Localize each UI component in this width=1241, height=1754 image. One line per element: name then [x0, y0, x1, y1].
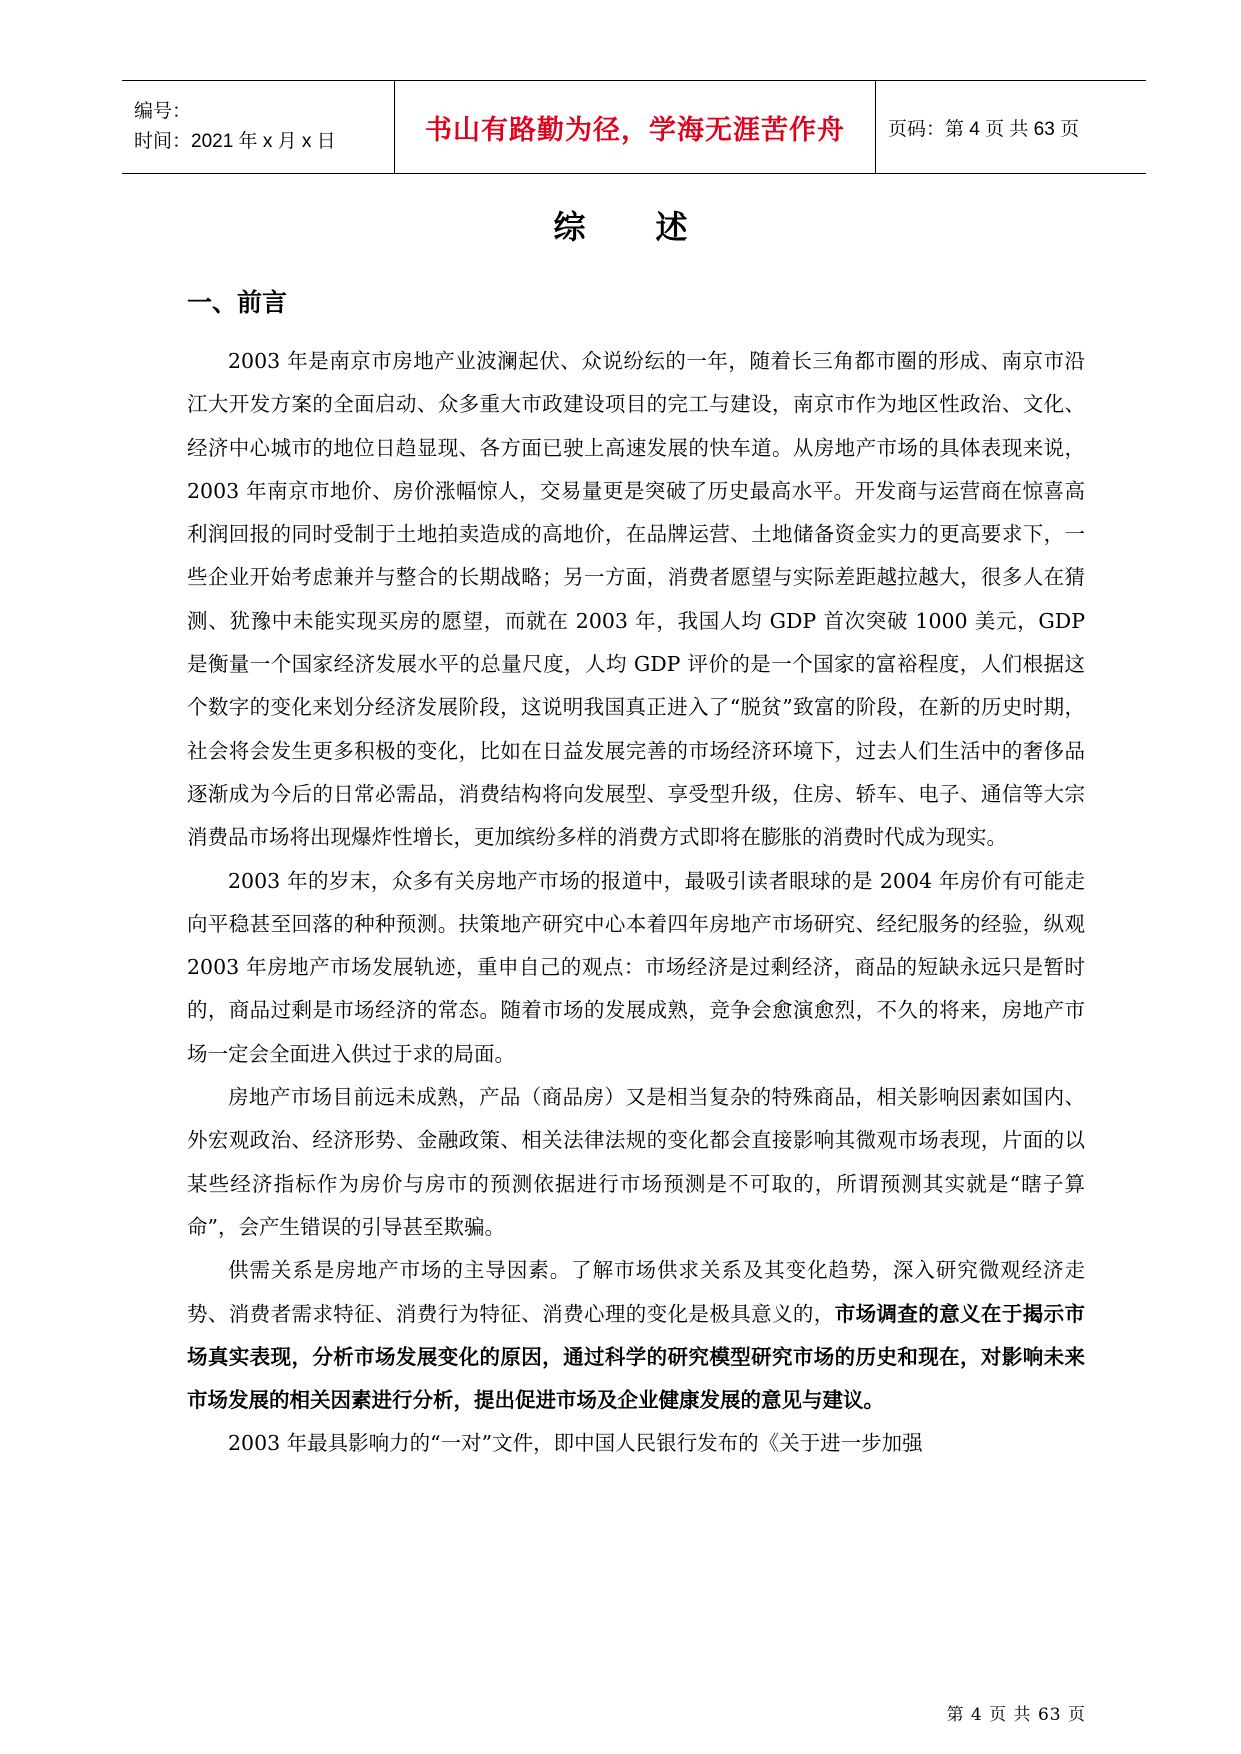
page-footer: 第 4 页 共 63 页 [946, 1705, 1086, 1725]
header-motto: 书山有路勤为径，学海无涯苦作舟 [395, 81, 876, 174]
paragraph-2: 2003 年的岁末，众多有关房地产市场的报道中，最吸引读者眼球的是 2004 年房价有可能走向平稳甚至回落的种种预测。扶策地产研究中心本着四年房地产市场研究、经纪服务的经验，纵观 2003 年房地产市场发展轨迹，重申自己的观点：市场经济是过剩经济，商品的短缺永远只是暂时的，商品过剩是市场经济的常态。随着市场的发展成熟，竞争会愈演愈烈，不久的将来，房地产市场一定会全面进入供过于求的局面。 [187, 868, 1085, 1066]
paragraph-4 [187, 1249, 1085, 1422]
serial-label: 编号： [134, 101, 192, 122]
document-title: 综述 [553, 208, 758, 246]
paragraph-4-bold: 市场调查的意义在于揭示市场真实表现，分析市场发展变化的原因，通过科学的研究模型研究市场的历史和现在，对影响未来市场发展的相关因素进行分析，提出促进市场及企业健康发展的意见与建议。 [187, 1301, 1086, 1413]
header-page-info: 页码：第 4 页 共 63 页 [876, 81, 1147, 174]
document-header [122, 80, 1146, 174]
paragraph-3: 房地产市场目前远未成熟，产品（商品房）又是相当复杂的特殊商品，相关影响因素如国内、外宏观政治、经济形势、金融政策、相关法律法规的变化都会直接影响其微观市场表现，片面的以某些经济指标作为房价与房市的预测依据进行市场预测是不可取的，所谓预测其实就是“瞎子算命”，会产生错误的引导甚至欺骗。 [187, 1085, 1085, 1239]
paragraph-4-normal: 供需关系是房地产市场的主导因素。了解市场供求关系及其变化趋势，深入研究微观经济走势、消费者需求特征、消费行为特征、消费心理的变化是极具意义的， [187, 1258, 1085, 1326]
body-text [187, 340, 1085, 1466]
paragraph-1: 2003 年是南京市房地产业波澜起伏、众说纷纭的一年，随着长三角都市圈的形成、南京市沿江大开发方案的全面启动、众多重大市政建设项目的完工与建设，南京市作为地区性政治、文化、经济中心城市的地位日趋显现、各方面已驶上高速发展的快车道。从房地产市场的具体表现来说，2003 年南京市地价、房价涨幅惊人，交易量更是突破了历史最高水平。开发商与运营商在惊喜高利润回报的同时受制于土地拍卖造成的高地价，在品牌运营、土地储备资金实力的更高要求下，一些企业开始考虑兼并与整合的长期战略；另一方面，消费者愿望与实际差距越拉越大，很多人在猜测、犹豫中未能实现买房的愿望，而就在 2003 年，我国人均 GDP 首次突破 1000 美元，GDP 是衡量一个国家经济发展水平的总量尺度，人均 GDP 评价的是一个国家的富裕程度，人们根据这个数字的变化来划分经济发展阶段，这说明我国真正进入了“脱贫”致富的阶段，在新的历史时期，社会将会发生更多积极的变化，比如在日益发展完善的市场经济环境下，过去人们生活中的奢侈品逐渐成为今后的日常必需品，消费结构将向发展型、享受型升级，住房、轿车、电子、通信等大宗消费品市场将出现爆炸性增长，更加缤纷多样的消费方式即将在膨胀的消费时代成为现实。 [187, 349, 1085, 850]
section-heading: 一、前言 [187, 288, 288, 317]
paragraph-5: 2003 年最具影响力的“一对”文件，即中国人民银行发布的《关于进一步加强 [228, 1431, 923, 1456]
time-label: 时间：2021 年 x 月 x 日 [134, 131, 336, 152]
header-left-cell [122, 81, 395, 174]
